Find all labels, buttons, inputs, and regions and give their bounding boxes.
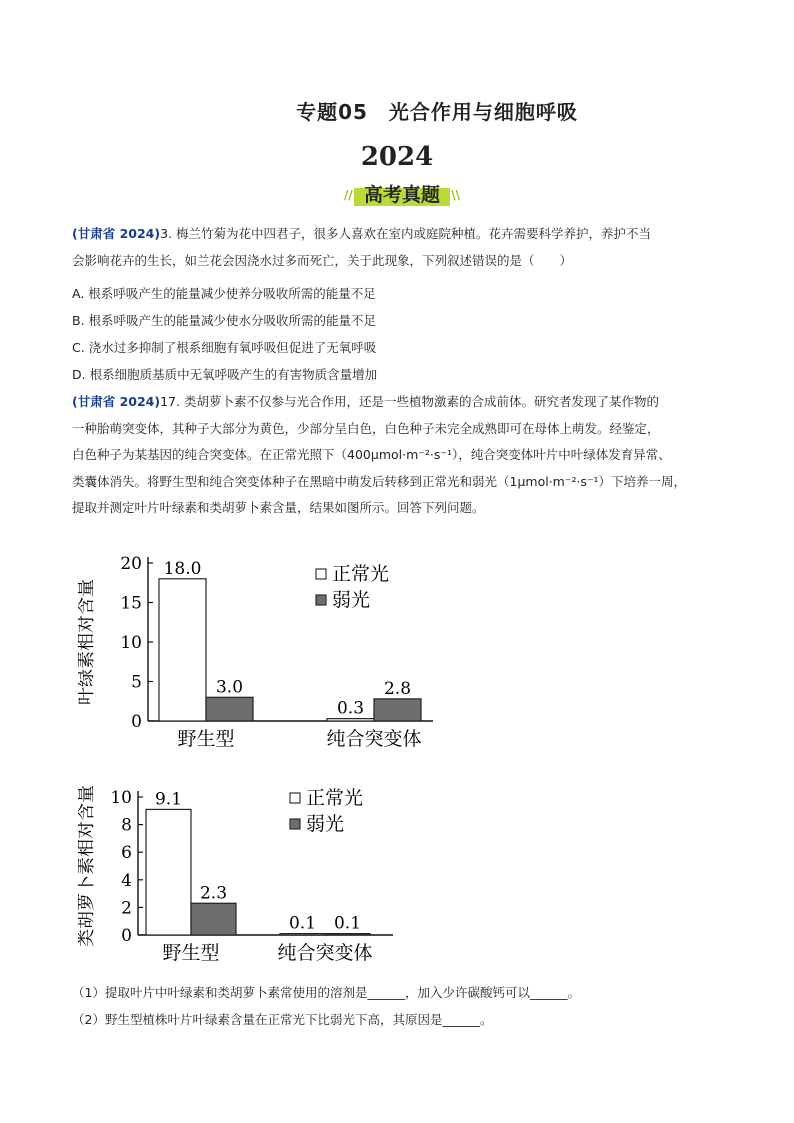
option-d: D. 根系细胞质基质中无氧呼吸产生的有害物质含量增加 [72, 367, 378, 382]
data-label: 3.0 [215, 677, 244, 698]
legend-label: 弱光 [306, 813, 345, 835]
y-tick-label: 2 [121, 898, 132, 919]
bar [206, 697, 253, 721]
x-category-label: 纯合突变体 [326, 728, 422, 750]
bar [327, 719, 374, 721]
data-label: 0.1 [333, 913, 362, 934]
bar [374, 699, 421, 721]
data-label: 18.0 [163, 558, 202, 579]
y-tick-label: 15 [120, 593, 142, 614]
chlorophyll-chart-svg [78, 538, 438, 756]
y-tick-label: 10 [120, 633, 142, 653]
y-tick-label: 5 [131, 672, 142, 693]
y-tick-label: 6 [121, 843, 132, 864]
legend-label: 正常光 [332, 563, 390, 585]
data-label: 2.3 [199, 883, 228, 904]
legend-swatch [316, 595, 326, 605]
sub-question-2: （2）野生型植株叶片叶绿素含量在正常光下比弱光下高，其原因是______。 [72, 1012, 493, 1027]
legend-label: 正常光 [306, 787, 364, 809]
x-category-label: 野生型 [177, 728, 235, 750]
option-c: C. 浇水过多抑制了根系细胞有氧呼吸但促进了无氧呼吸 [72, 340, 377, 355]
bar [325, 934, 370, 935]
option-b: B. 根系呼吸产生的能量减少使水分吸收所需的能量不足 [72, 313, 377, 328]
data-label: 2.8 [383, 678, 412, 699]
bar [280, 934, 325, 935]
legend-swatch [316, 569, 326, 579]
bar [191, 903, 236, 935]
x-category-label: 纯合突变体 [277, 942, 373, 964]
page-title: 专题05 光合作用与细胞呼吸 [296, 100, 578, 124]
chlorophyll-chart [78, 538, 438, 760]
option-a: A. 根系呼吸产生的能量减少使养分吸收所需的能量不足 [72, 286, 376, 301]
question-17-stem: (甘肃省 2024)17. 类胡萝卜素不仅参与光合作用，还是一些植物激素的合成前体。研究者发现了某作物的 一种胎萌突变体，其种子大部分为黄色，少部分呈白色，白色种子未完全成熟即可在母体上萌发。经鉴定， 白色种子为某基因的纯合突变体。在正常光照下（400μmol·m⁻²·s⁻¹），纯合突变体叶片中叶绿体发育异常、 类囊体消失。将野生型和纯合突变体种子在黑暗中萌发后转移到正常光和弱光（1μmol·m⁻²·s⁻¹）下培养一周， 提取并测定叶片叶绿素和类胡萝卜素含量，结果如图所示。回答下列问题。 [72, 394, 687, 515]
y-tick-label: 0 [131, 712, 142, 732]
data-label: 0.3 [336, 698, 365, 719]
y-tick-label: 4 [121, 870, 132, 891]
banner-slash-right-icon: \\ [451, 188, 460, 202]
sub-question-1: （1）提取叶片中叶绿素和类胡萝卜素常使用的溶剂是______，加入少许碳酸钙可以______。 [72, 985, 580, 1000]
x-category-label: 野生型 [162, 942, 220, 964]
y-axis-label: 叶绿素相对含量 [78, 579, 97, 705]
bar [146, 809, 191, 935]
data-label: 9.1 [154, 789, 183, 810]
bar [159, 579, 206, 721]
carotenoid-chart [78, 768, 438, 972]
y-tick-label: 10 [110, 788, 132, 808]
y-tick-label: 20 [120, 554, 142, 574]
question-3-stem: (甘肃省 2024)3. 梅兰竹菊为花中四君子，很多人喜欢在室内或庭院种植。花卉需要科学养护，养护不当 会影响花卉的生长，如兰花会因浇水过多而死亡，关于此现象，下列叙述错误的是（ ） [72, 226, 652, 268]
banner-label: 高考真题 [363, 184, 440, 206]
legend-label: 弱光 [332, 589, 371, 611]
carotenoid-chart-svg [78, 768, 438, 968]
y-axis-label: 类胡萝卜素相对含量 [78, 785, 97, 947]
y-tick-label: 0 [121, 926, 132, 946]
data-label: 0.1 [288, 913, 317, 934]
section-banner [346, 182, 458, 208]
y-tick-label: 8 [121, 815, 132, 836]
legend-swatch [290, 819, 300, 829]
year-heading: 2024 [360, 142, 434, 172]
banner-slash-left-icon: // [344, 188, 353, 202]
legend-swatch [290, 793, 300, 803]
